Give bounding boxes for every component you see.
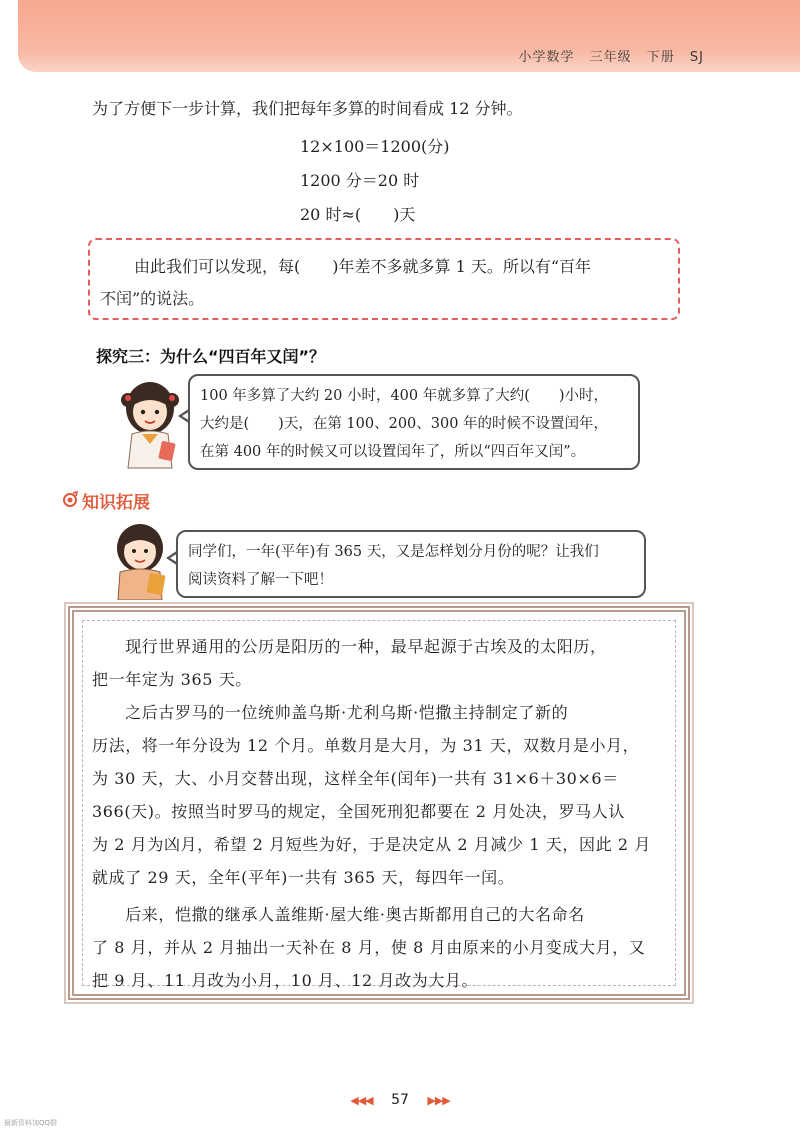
calc-line-1: 12×100＝1200(分)	[300, 137, 450, 156]
bubble-line: 100 年多算了大约 20 小时，400 年就多算了大约( )小时，	[200, 388, 609, 404]
speech-bubble-extension	[176, 530, 646, 598]
page-number: 57	[391, 1092, 409, 1108]
reading-material-box	[68, 606, 690, 1000]
bubble-line: 在第 400 年的时候又可以设置闰年了，所以“四百年又闰”。	[200, 444, 586, 460]
reading-line: 为 2 月为凶月，希望 2 月短些为好，于是决定从 2 月减少 1 天，因此 2 月	[92, 835, 651, 854]
speech-bubble-section-3	[188, 374, 640, 470]
discovery-line-2: 不闰”的说法。	[100, 289, 205, 308]
reading-line: 把一年定为 365 天。	[92, 670, 252, 689]
header-volume: 下册	[646, 50, 675, 65]
prev-arrows-icon: ◀◀◀	[350, 1094, 373, 1107]
header-subject: 小学数学	[518, 50, 575, 65]
discovery-box	[88, 238, 680, 320]
reading-line: 366(天)。按照当时罗马的规定，全国死刑犯都要在 2 月处决，罗马人认	[92, 802, 625, 821]
reading-line: 了 8 月，并从 2 月抽出一天补在 8 月，使 8 月由原来的小月变成大月，又	[92, 938, 646, 957]
discovery-line-1: 由此我们可以发现，每( )年差不多就多算 1 天。所以有“百年	[134, 257, 592, 276]
header-book-info	[508, 46, 704, 65]
reading-line: 把 9 月、11 月改为小月，10 月、12 月改为大月。	[92, 971, 479, 990]
header-grade: 三年级	[589, 50, 632, 65]
bubble-line: 大约是( )天，在第 100、200、300 年的时候不设置闰年，	[200, 416, 609, 432]
reading-line: 后来，恺撒的继承人盖维斯·屋大维·奥古斯都用自己的大名命名	[92, 905, 585, 924]
reading-line: 就成了 29 天，全年(平年)一共有 365 天，每四年一闰。	[92, 868, 515, 887]
girl-character-illustration	[112, 378, 188, 470]
calc-line-3: 20 时≈( )天	[300, 205, 416, 224]
reading-line: 之后古罗马的一位统帅盖乌斯·尤利乌斯·恺撒主持制定了新的	[92, 703, 569, 722]
reading-line: 现行世界通用的公历是阳历的一种，最早起源于古埃及的太阳历，	[92, 637, 607, 656]
section-3-title: 探究三：为什么“四百年又闰”？	[96, 347, 326, 366]
reading-line: 为 30 天，大、小月交替出现，这样全年(闰年)一共有 31×6＋30×6＝	[92, 769, 619, 788]
bubble-line: 同学们，一年(平年)有 365 天，又是怎样划分月份的呢？让我们	[188, 544, 599, 560]
calc-line-2: 1200 分＝20 时	[300, 171, 420, 190]
reading-line: 历法，将一年分设为 12 个月。单数月是大月，为 31 天，双数月是小月，	[92, 736, 640, 755]
knowledge-extension-title: 知识拓展	[82, 493, 150, 513]
knowledge-extension-icon	[62, 491, 78, 511]
next-arrows-icon: ▶▶▶	[427, 1094, 450, 1107]
page-footer	[0, 1092, 800, 1108]
bubble-line: 阅读资料了解一下吧！	[188, 572, 333, 588]
intro-line: 为了方便下一步计算，我们把每年多算的时间看成 12 分钟。	[92, 99, 523, 118]
watermark: 最新资料加QQ群	[4, 1119, 58, 1127]
header-edition: SJ	[689, 50, 704, 65]
